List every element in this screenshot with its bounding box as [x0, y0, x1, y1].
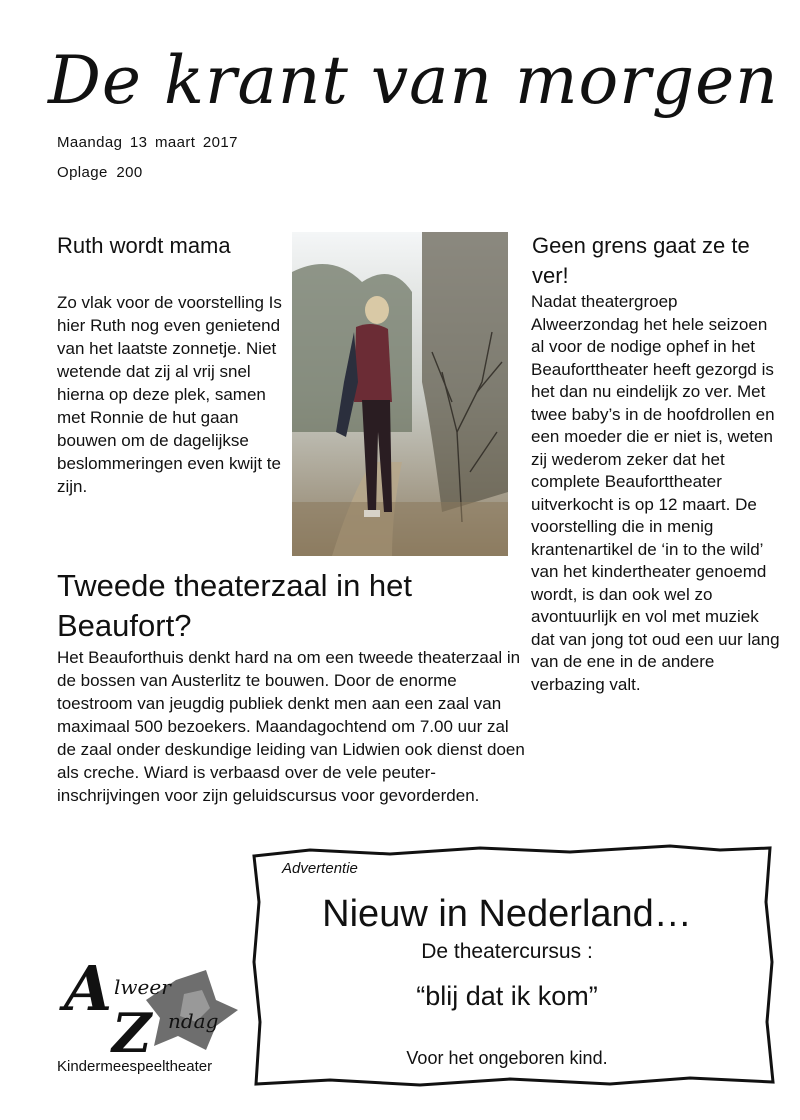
article-photo	[292, 232, 508, 556]
article-geen-grens-body: Nadat theatergroep Alweerzondag het hele seizoen al voor de nodige ophef in het Beauforttheater heeft gezorgd is het dan nu eindelijk zo ver. Met twee baby’s in de hoofdrollen en een moeder die er niet is, weten zij wederom zeker dat het complete Beauforttheater uitverkocht is op 12 maart. De voorstelling die in menig krantenartikel de ‘in to the wild’ van het kindertheater genoemd wordt, is dan ook wel zo avontuurlijk en vol met muziek dat van jong tot oud een uur lang van de ene in de andere verbazing valt.	[531, 292, 780, 694]
circulation: Oplage 200	[57, 164, 143, 181]
logo-word-bottom: ndag	[168, 1009, 219, 1033]
advert-quote: “blij dat ik kom”	[416, 981, 598, 1011]
advert-label: Advertentie	[282, 860, 358, 877]
issue-date: Maandag 13 maart 2017	[57, 134, 238, 151]
logo-letter-a: A	[64, 952, 113, 1025]
article-geen-grens-heading: Geen grens gaat ze te ver!	[532, 233, 750, 288]
advert-subtitle: De theatercursus :	[421, 940, 593, 963]
article-tweede-body: Het Beauforthuis denkt hard na om een tweede theaterzaal in de bossen van Austerlitz te bouwen. Door de enorme toestroom van jeugdig publiek denkt men aan een zaal van maximaal 500 bezoekers. Maandagochtend om 7.00 uur zal de zaal onder deskundige leiding van Lidwien ook dienst doen als creche. Wiard is verbaasd over de vele peuter-inschrijvingen voor zijn geluidscursus voor gevorderden.	[57, 648, 525, 805]
article-ruth-body: Zo vlak voor de voorstelling Is hier Ruth nog even genietend van het laatste zonnetje. Niet wetende dat zij al vrij snel hierna op deze plek, samen met Ronnie de hut gaan bouwen om de dagelijkse beslommeringen even kwijt te zijn.	[57, 293, 282, 496]
logo-caption: Kindermeespeeltheater	[57, 1058, 213, 1075]
newspaper-title: De krant van morgen	[48, 42, 779, 119]
article-tweede-heading: Tweede theaterzaal in het Beaufort?	[57, 568, 413, 643]
advert-title: Nieuw in Nederland…	[322, 893, 692, 935]
logo-word-top: lweer	[114, 975, 171, 999]
alweerzondag-logo	[56, 950, 246, 1058]
article-ruth-heading: Ruth wordt mama	[57, 233, 231, 258]
logo-letter-z: Z	[112, 1001, 152, 1058]
advert-footer: Voor het ongeboren kind.	[406, 1048, 608, 1068]
